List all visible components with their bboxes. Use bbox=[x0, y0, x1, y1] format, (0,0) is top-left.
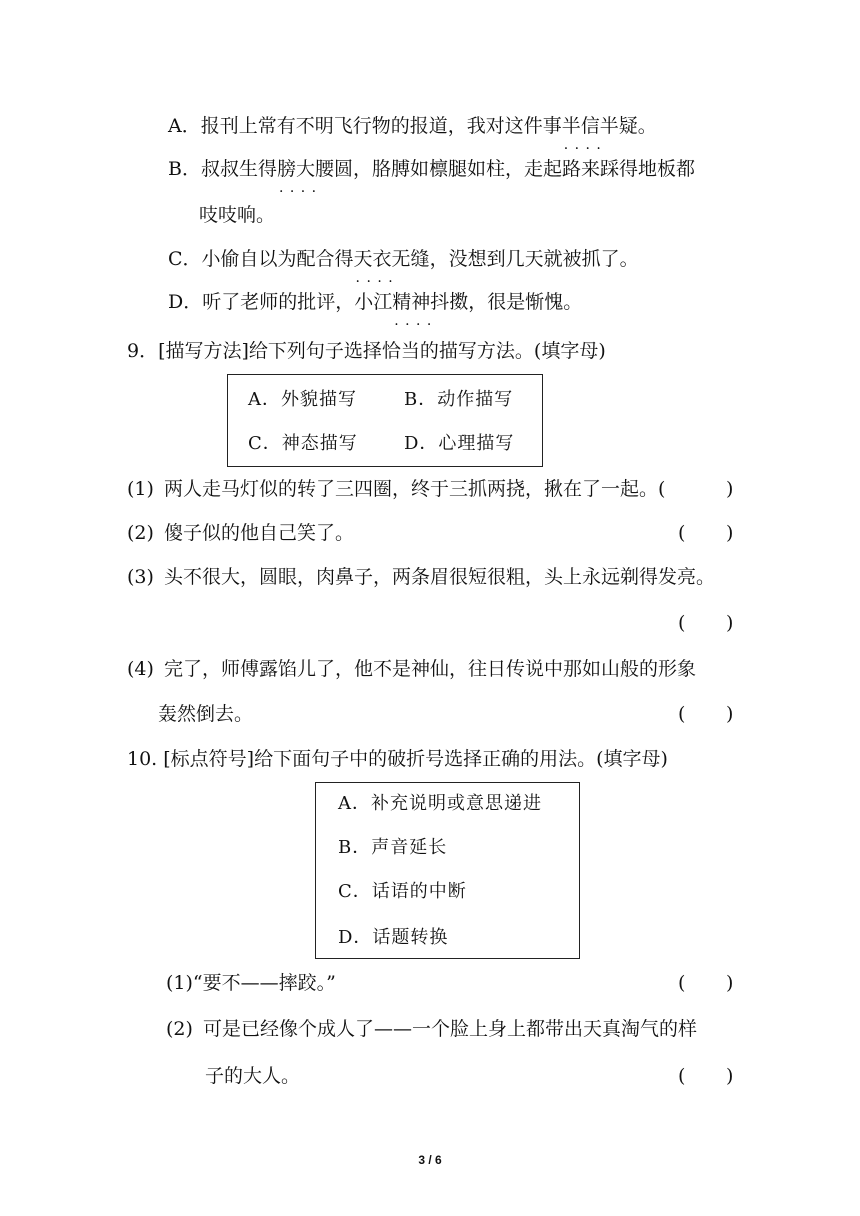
q8-option-b-continued: 吱吱响。 bbox=[199, 204, 276, 226]
q9-item-1-text: 两人走马灯似的转了三四圈，终于三抓两挠，揪在了一起。( bbox=[163, 478, 666, 500]
q9-item-1 bbox=[127, 474, 665, 504]
q8-option-c-mark: 天衣无缝 · · · · bbox=[354, 248, 430, 270]
q10-option-a: A．补充说明或意思递进 bbox=[338, 793, 542, 814]
q8-option-b bbox=[168, 154, 695, 184]
q8-option-c-pre: C．小偷自以为配合得 bbox=[168, 248, 354, 270]
q9-item-1-num: (1) bbox=[127, 478, 154, 500]
q9-options-box bbox=[227, 374, 543, 467]
q9-item-3-answer-close[interactable]: ) bbox=[726, 612, 734, 634]
q10-item-2-answer-open[interactable]: ( bbox=[678, 1065, 686, 1087]
q8-option-a-mark: 半信半疑 · · · · bbox=[562, 115, 638, 137]
q8-option-a bbox=[168, 111, 657, 141]
q9-option-a: A．外貌描写 bbox=[248, 389, 357, 410]
q10-options-box bbox=[315, 782, 580, 959]
q10-option-c: C．话语的中断 bbox=[338, 881, 467, 902]
q9-item-2-answer-close[interactable]: ) bbox=[726, 522, 734, 544]
q10-item-2-num: (2) bbox=[166, 1018, 193, 1040]
q9-item-3-num: (3) bbox=[127, 566, 154, 588]
q9-item-1-answer-close[interactable]: ) bbox=[726, 478, 734, 500]
q10-option-b: B．声音延长 bbox=[338, 837, 448, 858]
q10-option-d: D．话题转换 bbox=[338, 927, 449, 948]
q9-item-2-num: (2) bbox=[127, 522, 154, 544]
q8-option-a-pre: A．报刊上常有不明飞行物的报道，我对这件事 bbox=[168, 115, 562, 137]
q10-header: 10. [标点符号]给下面句子中的破折号选择正确的用法。(填字母) bbox=[127, 748, 668, 770]
q10-item-1-text: “要不——摔跤。” bbox=[192, 972, 336, 994]
q9-item-2-answer-open[interactable]: ( bbox=[678, 522, 686, 544]
q8-option-a-post: 。 bbox=[637, 115, 657, 137]
q9-item-4-continued: 轰然倒去。 bbox=[158, 703, 254, 725]
q9-item-3-answer-open[interactable]: ( bbox=[678, 612, 686, 634]
q10-item-1-answer-close[interactable]: ) bbox=[726, 972, 734, 994]
q9-item-4-text: 完了，师傅露馅儿了，他不是神仙，往日传说中那如山般的形象 bbox=[163, 658, 696, 680]
q8-option-d-post: ，很是惭愧。 bbox=[468, 291, 583, 313]
q9-item-2-text: 傻子似的他自己笑了。 bbox=[163, 522, 354, 544]
q9-item-3 bbox=[127, 562, 715, 592]
q10-item-1-num: (1) bbox=[166, 972, 193, 994]
q8-option-b-pre: B．叔叔生得 bbox=[168, 158, 277, 180]
q9-item-4-answer-open[interactable]: ( bbox=[678, 703, 686, 725]
q8-option-d-mark: 精神抖擞 · · · · bbox=[392, 291, 468, 313]
q9-item-4 bbox=[127, 654, 696, 684]
q8-option-d bbox=[168, 287, 582, 317]
q10-item-1-answer-open[interactable]: ( bbox=[678, 972, 686, 994]
q9-option-d: D．心理描写 bbox=[404, 433, 515, 454]
q9-option-b: B．动作描写 bbox=[404, 389, 514, 410]
q10-item-2-text: 可是已经像个成人了——一个脸上身上都带出天真淘气的样 bbox=[202, 1018, 697, 1040]
q8-option-d-pre: D．听了老师的批评，小江 bbox=[168, 291, 393, 313]
q8-option-b-post: ，胳膊如檩腿如柱，走起路来踩得地板都 bbox=[352, 158, 695, 180]
q9-header: 9．[描写方法]给下列句子选择恰当的描写方法。(填字母) bbox=[127, 340, 606, 362]
q10-item-2-answer-close[interactable]: ) bbox=[726, 1065, 734, 1087]
q10-item-2-continued: 子的大人。 bbox=[205, 1065, 301, 1087]
page-number: 3 / 6 bbox=[418, 1153, 442, 1167]
q9-item-4-answer-close[interactable]: ) bbox=[726, 703, 734, 725]
q8-option-b-mark: 膀大腰圆 · · · · bbox=[277, 158, 353, 180]
q9-item-3-text: 头不很大，圆眼，肉鼻子，两条眉很短很粗，头上永远剃得发亮。 bbox=[163, 566, 715, 588]
q8-option-c-post: ，没想到几天就被抓了。 bbox=[429, 248, 639, 270]
q9-item-2 bbox=[127, 518, 354, 548]
q9-option-c: C．神态描写 bbox=[248, 433, 358, 454]
q8-option-c bbox=[168, 244, 639, 274]
q10-item-1 bbox=[166, 968, 336, 998]
q9-item-4-num: (4) bbox=[127, 658, 154, 680]
q10-item-2 bbox=[166, 1014, 697, 1044]
